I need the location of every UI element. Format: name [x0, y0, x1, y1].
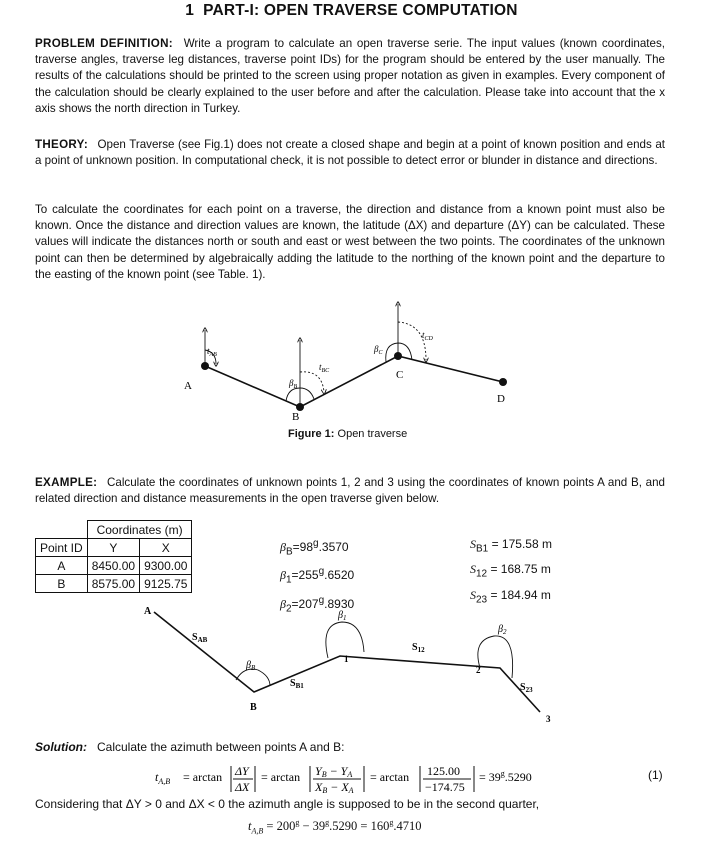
azimuth-arc-bc	[300, 372, 324, 392]
equation-1-render	[155, 760, 595, 796]
label-beta-1: $\beta_1$	[338, 610, 347, 622]
label-s12: $S_{12}$	[412, 642, 425, 654]
label-tbc: $t_{BC}$	[319, 362, 330, 374]
table-header-x: X	[140, 539, 192, 557]
example-label: EXAMPLE:	[35, 476, 98, 489]
quadrant-note: Considering that ΔY > 0 and ΔX < 0 the azimuth angle is supposed to be in the second quarter,	[35, 797, 540, 811]
theory-paragraph-2	[35, 202, 665, 283]
solution-label: Solution:	[35, 740, 87, 754]
problem-label: PROBLEM DEFINITION:	[35, 37, 173, 50]
svg-text:ΔX: ΔX	[235, 780, 250, 794]
svg-text:XB − XA: XB − XA	[315, 780, 354, 795]
label-a: A	[184, 380, 192, 392]
coordinates-table	[35, 520, 192, 593]
section-title	[0, 2, 703, 20]
section-title-text: PART-I: OPEN TRAVERSE COMPUTATION	[203, 2, 518, 19]
equation-denominator: −174.75	[425, 780, 465, 794]
label-tab: $t_{AB}$	[207, 346, 217, 358]
label-beta-c: $\beta_C$	[374, 344, 383, 356]
theory-paragraph	[35, 137, 665, 169]
svg-text:= arctan: = arctan	[183, 770, 223, 784]
label-beta-b-example: $\beta_B$	[246, 660, 256, 672]
example-paragraph	[35, 475, 665, 507]
label-tcd: $t_{CD}$	[422, 330, 433, 342]
equation-numerator: 125.00	[427, 764, 460, 778]
label-beta-b: $\beta_B$	[289, 378, 298, 390]
label-sab: $S_{AB}$	[192, 632, 208, 644]
angle-beta-b: $\beta_B=98^g.3570$	[280, 538, 349, 558]
svg-text:= arctan: = arctan	[370, 770, 410, 784]
svg-text:= arctan: = arctan	[261, 770, 301, 784]
solution-text: Calculate the azimuth between points A and B:	[97, 740, 345, 754]
angle-arc-2	[478, 636, 513, 678]
label-point-3: 3	[546, 714, 551, 724]
distance-s12: $S_{12} = 168.75$ m	[470, 562, 551, 580]
section-number: 1	[185, 2, 195, 19]
point-d	[499, 378, 507, 386]
example-text: Calculate the coordinates of unknown points 1, 2 and 3 using the coordinates of known points A and B, and related direction and distance measurements in the open traverse given below.	[35, 476, 665, 506]
problem-definition	[35, 36, 665, 117]
label-point-2: 2	[476, 665, 481, 675]
theory-text: Open Traverse (see Fig.1) does not create a closed shape and begin at a point of known position and ends at a point of unknown position. In computational check, it is not possible to detect error or blunder in distance and directions.	[35, 138, 665, 168]
equation-result: = $39^g.5290$	[479, 769, 532, 784]
label-d: D	[497, 393, 505, 405]
label-point-1: 1	[344, 654, 349, 664]
caption-label: Figure 1:	[288, 428, 335, 440]
distance-measurements	[470, 534, 552, 610]
figure-open-traverse	[170, 298, 530, 428]
equation-number: (1)	[648, 768, 663, 782]
table-row: A 8450.00 9300.00	[36, 557, 192, 575]
equation-1	[155, 760, 595, 796]
label-beta-2: $\beta_2$	[498, 624, 507, 636]
label-point-b: B	[250, 702, 257, 713]
label-s23: $S_{23}$	[520, 682, 533, 694]
angle-beta-2: $\beta_2=207^g.8930$	[280, 594, 355, 615]
svg-text:tA,B: $t_{A,B}$	[155, 770, 171, 786]
traverse-line	[205, 356, 503, 407]
distance-s23: $S_{23} = 184.94$ m	[470, 587, 551, 606]
theory-text-2: To calculate the coordinates for each point on a traverse, the direction and distance from a known point must also be known. Once the distance and direction values are known, the latitude (ΔX) and departure (ΔY) can be calculated. These values will indicate the distances north or south and east or west between the two points. The coordinates of the unknown point can then be determined by algebraically adding the latitude to the northing of the known point and the departure to the easting of the known point (see Table. 1).	[35, 203, 665, 281]
distance-sb1: $S_{B1} = 175.58$ m	[470, 537, 552, 555]
label-sb1: $S_{B1}$	[290, 678, 304, 690]
angle-arc-1	[326, 622, 364, 658]
figure-example-traverse	[140, 600, 570, 730]
label-b: B	[292, 411, 300, 423]
angle-beta-1: $\beta_1=255^g.6520$	[280, 566, 355, 586]
problem-text: Write a program to calculate an open traverse serie. The input values (known coordinates, traverse angles, traverse leg distances, traverse point IDs) for the program should be entered by the user manually. The results of the calculations should be printed to the screen using proper notation as given in examples. Every component of the calculation should be clearly explained to the user before and after the calculation. Please take into account that the x axis shows the north direction in Turkey.	[35, 37, 665, 115]
caption-text: Open traverse	[337, 428, 408, 440]
svg-text:ΔY: ΔY	[235, 764, 249, 778]
table-header-group: Coordinates (m)	[87, 521, 192, 539]
label-c: C	[396, 369, 404, 381]
theory-label: THEORY:	[35, 138, 88, 151]
table-header-point: Point ID	[36, 539, 88, 557]
final-azimuth: $t_{A,B} = 200^g - 39^g.5290 = 160^g.4710$	[248, 818, 422, 836]
table-header-y: Y	[87, 539, 139, 557]
solution-line	[35, 740, 345, 754]
table-row: B 8575.00 9125.75	[36, 575, 192, 593]
azimuth-arc-cd	[398, 322, 426, 360]
figure-1-caption	[288, 428, 407, 440]
label-point-a: A	[144, 606, 152, 617]
svg-text:YB − YA: YB − YA	[315, 764, 353, 779]
